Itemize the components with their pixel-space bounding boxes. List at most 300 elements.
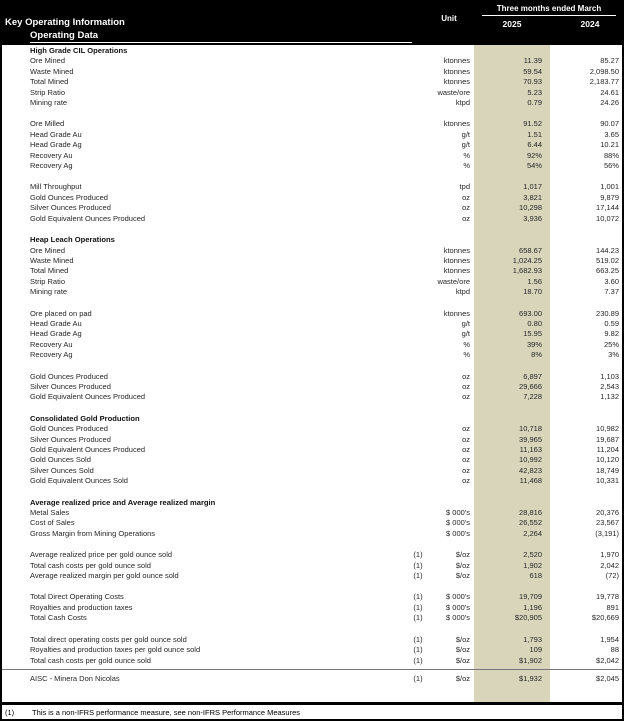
row-label: Gold Equivalent Ounces Produced — [30, 213, 146, 223]
row-value-2024: 663.25 — [596, 266, 619, 276]
row-unit: % — [463, 150, 470, 160]
 — [408, 498, 428, 508]
table-row — [2, 319, 622, 329]
row-group — [2, 550, 622, 581]
table-sections — [2, 45, 622, 684]
table-row — [2, 56, 622, 66]
operating-data-table — [2, 45, 622, 719]
 — [550, 235, 622, 245]
row-unit: oz — [462, 424, 470, 434]
row-unit: oz — [462, 203, 470, 213]
column-header-2025: 2025 — [502, 19, 522, 29]
row-label: Royalties and production taxes — [30, 602, 133, 612]
row-label: Head Grade Au — [30, 318, 82, 328]
table-row — [2, 445, 622, 455]
row-value-2025: 26,552 — [519, 518, 542, 528]
row-label: Silver Ounces Produced — [30, 381, 111, 391]
row-unit: $/oz — [455, 673, 470, 683]
row-footnote-marker — [408, 340, 428, 350]
row-unit: oz — [462, 476, 470, 486]
row-value-2024: 3% — [608, 350, 619, 360]
row-unit: $ 000's — [446, 613, 470, 623]
row-group — [2, 119, 622, 171]
row-label: Gold Equivalent Ounces Produced — [30, 445, 146, 454]
table-row — [2, 392, 622, 402]
section-heading-label: Average realized price and Average realized margin — [30, 497, 216, 507]
row-value-2024: 9.82 — [604, 329, 619, 339]
table-row — [2, 130, 622, 140]
row-value-2024: 17,144 — [596, 203, 619, 213]
row-label: Cost of Sales — [30, 518, 75, 528]
row-value-2024: 10,072 — [596, 213, 619, 223]
row-label: Average realized margin per gold ounce sold — [30, 571, 179, 581]
table-row — [2, 77, 622, 87]
row-value-2024: $2,045 — [596, 673, 619, 683]
 — [550, 414, 622, 424]
row-value-2025: 10,992 — [519, 455, 542, 465]
row-value-2025: 3,821 — [523, 192, 542, 202]
row-footnote-marker — [408, 119, 428, 129]
page-subtitle: Operating Data — [30, 30, 412, 43]
row-unit: oz — [462, 381, 470, 391]
row-unit: oz — [462, 445, 470, 454]
table-row — [2, 151, 622, 161]
footnote-marker: (1) — [5, 708, 15, 717]
row-value-2025: 70.93 — [523, 77, 542, 87]
row-unit: $ 000's — [446, 518, 470, 528]
row-label: AISC - Minera Don Nicolas — [30, 673, 120, 683]
row-value-2024: 1,970 — [600, 550, 619, 560]
row-value-2025: 658.67 — [519, 245, 542, 255]
 — [474, 414, 550, 424]
section-heading-label: Consolidated Gold Production — [30, 413, 140, 423]
table-row — [2, 613, 622, 623]
row-value-2024: $2,042 — [596, 655, 619, 665]
row-value-2025: 0.80 — [527, 318, 542, 328]
row-value-2025: 19,709 — [519, 592, 542, 602]
row-value-2025: 92% — [526, 150, 542, 160]
row-group — [2, 508, 622, 539]
row-unit: oz — [462, 465, 470, 475]
row-label: Mill Throughput — [30, 182, 82, 192]
table-row — [2, 455, 622, 465]
row-footnote-marker — [408, 98, 428, 108]
table-row — [2, 592, 622, 602]
footnote-text: This is a non-IFRS performance measure, see non-IFRS Performance Measures — [32, 708, 301, 717]
row-value-2025: 39,965 — [519, 434, 542, 444]
row-footnote-marker — [408, 424, 428, 434]
row-unit: ktonnes — [443, 245, 470, 255]
row-label: Gold Ounces Sold — [30, 455, 91, 465]
row-value-2025: 1.51 — [527, 129, 542, 139]
section-heading-label: High Grade CIL Operations — [30, 46, 128, 55]
table-row — [2, 571, 622, 581]
row-label: Silver Ounces Produced — [30, 203, 111, 213]
row-footnote-marker — [408, 266, 428, 276]
table-row — [2, 674, 622, 684]
row-value-2024: 19,687 — [596, 434, 619, 444]
row-label: Mining rate — [30, 98, 68, 108]
section-high-grade-cil-operations — [2, 46, 622, 224]
row-unit: waste/ore — [437, 87, 470, 97]
row-label: Total Cash Costs — [30, 613, 87, 623]
row-group — [2, 424, 622, 486]
table-row — [2, 329, 622, 339]
row-unit: oz — [462, 455, 470, 465]
row-value-2025: 0.79 — [527, 98, 542, 108]
row-label: Gold Equivalent Ounces Sold — [30, 476, 128, 486]
row-unit: ktpd — [455, 98, 470, 108]
row-value-2024: 20,376 — [596, 508, 619, 518]
row-footnote-marker — [408, 372, 428, 382]
report-header — [2, 2, 622, 45]
row-value-2024: 11,204 — [596, 445, 619, 454]
row-value-2024: 1,132 — [600, 392, 619, 402]
row-value-2025: 54% — [526, 161, 542, 171]
footnote-bar — [2, 702, 622, 719]
row-group — [2, 674, 622, 684]
row-footnote-marker — [408, 445, 428, 455]
row-value-2025: 29,666 — [519, 381, 542, 391]
row-footnote-marker — [408, 214, 428, 224]
row-value-2025: $20,905 — [514, 613, 542, 623]
row-value-2025: 1,682.93 — [512, 266, 542, 276]
 — [408, 414, 428, 424]
table-row — [2, 287, 622, 297]
row-value-2024: 24.61 — [600, 87, 619, 97]
row-value-2024: 56% — [603, 161, 619, 171]
row-unit: waste/ore — [437, 276, 470, 286]
section-consolidated-gold-production — [2, 414, 622, 487]
table-row — [2, 214, 622, 224]
row-unit: oz — [462, 371, 470, 381]
row-value-2024: 9,879 — [600, 192, 619, 202]
row-value-2025: $1,932 — [519, 673, 542, 683]
row-value-2024: 3.60 — [604, 276, 619, 286]
section-heap-leach-operations — [2, 235, 622, 403]
column-header-2024: 2024 — [580, 19, 600, 29]
row-value-2024: 1,001 — [600, 182, 619, 192]
row-value-2024: (72) — [605, 571, 619, 581]
row-label: Total cash costs per gold ounce sold — [30, 560, 151, 570]
row-group — [2, 56, 622, 108]
section-heading-label: Heap Leach Operations — [30, 235, 115, 245]
row-unit: tpd — [459, 182, 470, 192]
row-value-2025: 1,024.25 — [512, 255, 542, 265]
row-footnote-marker: (1) — [413, 634, 423, 644]
row-label: Total Mined — [30, 266, 69, 276]
row-value-2025: 1,793 — [523, 634, 542, 644]
table-row — [2, 88, 622, 98]
row-unit: $ 000's — [446, 592, 470, 602]
row-value-2025: 91.52 — [523, 119, 542, 129]
row-footnote-marker — [408, 193, 428, 203]
row-value-2025: 11.39 — [523, 56, 542, 66]
row-label: Gold Ounces Produced — [30, 371, 108, 381]
row-value-2025: 6.44 — [527, 140, 542, 150]
table-row — [2, 518, 622, 528]
table-row — [2, 382, 622, 392]
row-value-2025: 1,196 — [523, 602, 542, 612]
row-label: Strip Ratio — [30, 276, 66, 286]
row-footnote-marker: (1) — [413, 571, 423, 581]
 — [408, 46, 428, 56]
row-value-2025: 3,936 — [523, 213, 542, 223]
row-group — [2, 246, 622, 298]
row-value-2025: 2,264 — [523, 528, 542, 538]
row-unit: % — [463, 161, 470, 171]
row-label: Head Grade Ag — [30, 140, 82, 150]
row-footnote-marker — [408, 455, 428, 465]
table-row — [2, 309, 622, 319]
row-group — [2, 182, 622, 224]
row-label: Ore Mined — [30, 56, 66, 66]
 — [428, 235, 474, 245]
row-value-2024: 88 — [610, 645, 619, 655]
table-row — [2, 372, 622, 382]
row-footnote-marker: (1) — [413, 613, 423, 623]
row-unit: oz — [462, 213, 470, 223]
row-group — [2, 372, 622, 403]
section-heading — [2, 235, 622, 245]
table-row — [2, 256, 622, 266]
row-footnote-marker — [408, 350, 428, 360]
row-label: Recovery Au — [30, 150, 73, 160]
row-group — [2, 635, 622, 666]
table-row — [2, 645, 622, 655]
row-unit: $/oz — [455, 645, 470, 655]
row-label: Recovery Ag — [30, 350, 73, 360]
 — [550, 498, 622, 508]
row-value-2025: 1,902 — [523, 560, 542, 570]
row-value-2025: 109 — [529, 645, 542, 655]
row-unit: $/oz — [455, 571, 470, 581]
row-unit: $/oz — [455, 634, 470, 644]
row-footnote-marker — [408, 382, 428, 392]
row-label: Total Mined — [30, 77, 69, 87]
 — [474, 498, 550, 508]
 — [428, 46, 474, 56]
row-unit: oz — [462, 434, 470, 444]
section-heading — [2, 498, 622, 508]
row-footnote-marker — [408, 246, 428, 256]
row-footnote-marker — [408, 161, 428, 171]
row-footnote-marker — [408, 203, 428, 213]
section-heading — [2, 414, 622, 424]
row-footnote-marker — [408, 151, 428, 161]
row-label: Gold Equivalent Ounces Produced — [30, 392, 146, 402]
row-unit: ktonnes — [443, 66, 470, 76]
row-footnote-marker — [408, 392, 428, 402]
table-row — [2, 182, 622, 192]
row-footnote-marker — [408, 88, 428, 98]
row-value-2025: 5.23 — [527, 87, 542, 97]
row-value-2024: 7.37 — [604, 287, 619, 297]
row-value-2024: 230.89 — [596, 308, 619, 318]
row-value-2024: 10,982 — [596, 424, 619, 434]
row-unit: % — [463, 339, 470, 349]
row-label: Mining rate — [30, 287, 68, 297]
row-footnote-marker — [408, 508, 428, 518]
row-value-2024: 85.27 — [600, 56, 619, 66]
row-group — [2, 592, 622, 623]
row-value-2024: 10,120 — [596, 455, 619, 465]
row-unit: % — [463, 350, 470, 360]
row-value-2025: $1,902 — [519, 655, 542, 665]
row-unit: g/t — [461, 129, 470, 139]
row-label: Ore Mined — [30, 245, 66, 255]
row-unit: $/oz — [455, 550, 470, 560]
row-label: Waste Mined — [30, 255, 74, 265]
row-footnote-marker: (1) — [413, 673, 423, 683]
row-value-2025: 11,163 — [519, 445, 542, 454]
row-label: Gold Ounces Produced — [30, 192, 108, 202]
row-value-2024: 891 — [606, 602, 619, 612]
table-row — [2, 246, 622, 256]
row-footnote-marker: (1) — [413, 602, 423, 612]
table-row — [2, 203, 622, 213]
row-label: Head Grade Au — [30, 129, 82, 139]
row-unit: oz — [462, 192, 470, 202]
row-label: Total direct operating costs per gold ounce sold — [30, 634, 187, 644]
row-value-2024: 2,042 — [600, 560, 619, 570]
row-footnote-marker: (1) — [413, 655, 423, 665]
row-value-2025: 10,718 — [519, 424, 542, 434]
row-label: Total cash costs per gold ounce sold — [30, 655, 151, 665]
row-value-2025: 6,897 — [523, 371, 542, 381]
row-footnote-marker — [408, 529, 428, 539]
table-row — [2, 603, 622, 613]
row-value-2025: 1,017 — [523, 182, 542, 192]
row-label: Royalties and production taxes per gold ounce sold — [30, 645, 201, 655]
row-value-2025: 618 — [529, 571, 542, 581]
row-footnote-marker — [408, 466, 428, 476]
row-footnote-marker: (1) — [413, 550, 423, 560]
row-value-2024: (3,191) — [595, 528, 619, 538]
row-group — [2, 309, 622, 361]
row-label: Recovery Au — [30, 339, 73, 349]
table-row — [2, 529, 622, 539]
row-value-2025: 2,520 — [523, 550, 542, 560]
table-row — [2, 635, 622, 645]
row-unit: g/t — [461, 329, 470, 339]
row-footnote-marker — [408, 435, 428, 445]
row-unit: g/t — [461, 140, 470, 150]
table-row — [2, 466, 622, 476]
row-value-2024: 90.07 — [600, 119, 619, 129]
 — [474, 46, 550, 56]
row-unit: $/oz — [455, 655, 470, 665]
table-row — [2, 266, 622, 276]
row-label: Average realized price per gold ounce sold — [30, 550, 173, 560]
row-footnote-marker — [408, 182, 428, 192]
table-row — [2, 508, 622, 518]
row-label: Gold Ounces Produced — [30, 424, 108, 434]
column-header-unit: Unit — [441, 14, 457, 23]
 — [428, 498, 474, 508]
row-value-2025: 11,468 — [519, 476, 542, 486]
 — [550, 46, 622, 56]
table-row — [2, 340, 622, 350]
row-value-2025: 10,298 — [519, 203, 542, 213]
table-row — [2, 140, 622, 150]
row-unit: $ 000's — [446, 528, 470, 538]
row-unit: ktpd — [455, 287, 470, 297]
row-label: Metal Sales — [30, 508, 70, 518]
row-value-2024: 88% — [603, 150, 619, 160]
row-value-2025: 1.56 — [527, 276, 542, 286]
table-row — [2, 67, 622, 77]
row-label: Head Grade Ag — [30, 329, 82, 339]
row-footnote-marker — [408, 476, 428, 486]
row-footnote-marker: (1) — [413, 592, 423, 602]
table-row — [2, 119, 622, 129]
row-value-2025: 59.54 — [523, 66, 542, 76]
row-footnote-marker — [408, 56, 428, 66]
row-footnote-marker — [408, 256, 428, 266]
row-value-2024: 10,331 — [596, 476, 619, 486]
row-footnote-marker — [408, 518, 428, 528]
row-label: Recovery Ag — [30, 161, 73, 171]
row-value-2024: 10.21 — [600, 140, 619, 150]
table-row — [2, 561, 622, 571]
row-label: Total Direct Operating Costs — [30, 592, 124, 602]
row-footnote-marker: (1) — [413, 560, 423, 570]
table-row — [2, 350, 622, 360]
row-footnote-marker: (1) — [413, 645, 423, 655]
row-value-2025: 7,228 — [523, 392, 542, 402]
row-value-2025: 39% — [526, 339, 542, 349]
table-row — [2, 277, 622, 287]
row-footnote-marker — [408, 67, 428, 77]
row-value-2024: 0.59 — [604, 318, 619, 328]
row-label: Ore Milled — [30, 119, 65, 129]
row-label: Silver Ounces Sold — [30, 465, 94, 475]
row-footnote-marker — [408, 277, 428, 287]
row-unit: ktonnes — [443, 119, 470, 129]
row-footnote-marker — [408, 130, 428, 140]
row-value-2024: 2,183.77 — [589, 77, 619, 87]
row-value-2024: 3.65 — [604, 129, 619, 139]
row-footnote-marker — [408, 309, 428, 319]
row-value-2024: 18,749 — [596, 465, 619, 475]
 — [428, 414, 474, 424]
row-value-2024: 23,567 — [596, 518, 619, 528]
page-title: Key Operating Information — [5, 17, 125, 28]
column-header-period: Three months ended March — [482, 4, 616, 16]
row-unit: ktonnes — [443, 56, 470, 66]
row-value-2025: 693.00 — [519, 308, 542, 318]
row-label: Silver Ounces Produced — [30, 434, 111, 444]
table-row — [2, 435, 622, 445]
table-row — [2, 161, 622, 171]
row-label: Strip Ratio — [30, 87, 66, 97]
row-unit: ktonnes — [443, 266, 470, 276]
table-row — [2, 656, 622, 666]
section-average-realized-price-and-average-realized-margin — [2, 498, 622, 666]
row-label: Ore placed on pad — [30, 308, 92, 318]
row-label: Waste Mined — [30, 66, 74, 76]
row-footnote-marker — [408, 319, 428, 329]
table-row — [2, 98, 622, 108]
 — [474, 235, 550, 245]
section-heading — [2, 46, 622, 56]
table-row — [2, 424, 622, 434]
row-value-2024: 2,543 — [600, 381, 619, 391]
row-value-2024: 24.26 — [600, 98, 619, 108]
 — [408, 235, 428, 245]
table-row — [2, 476, 622, 486]
